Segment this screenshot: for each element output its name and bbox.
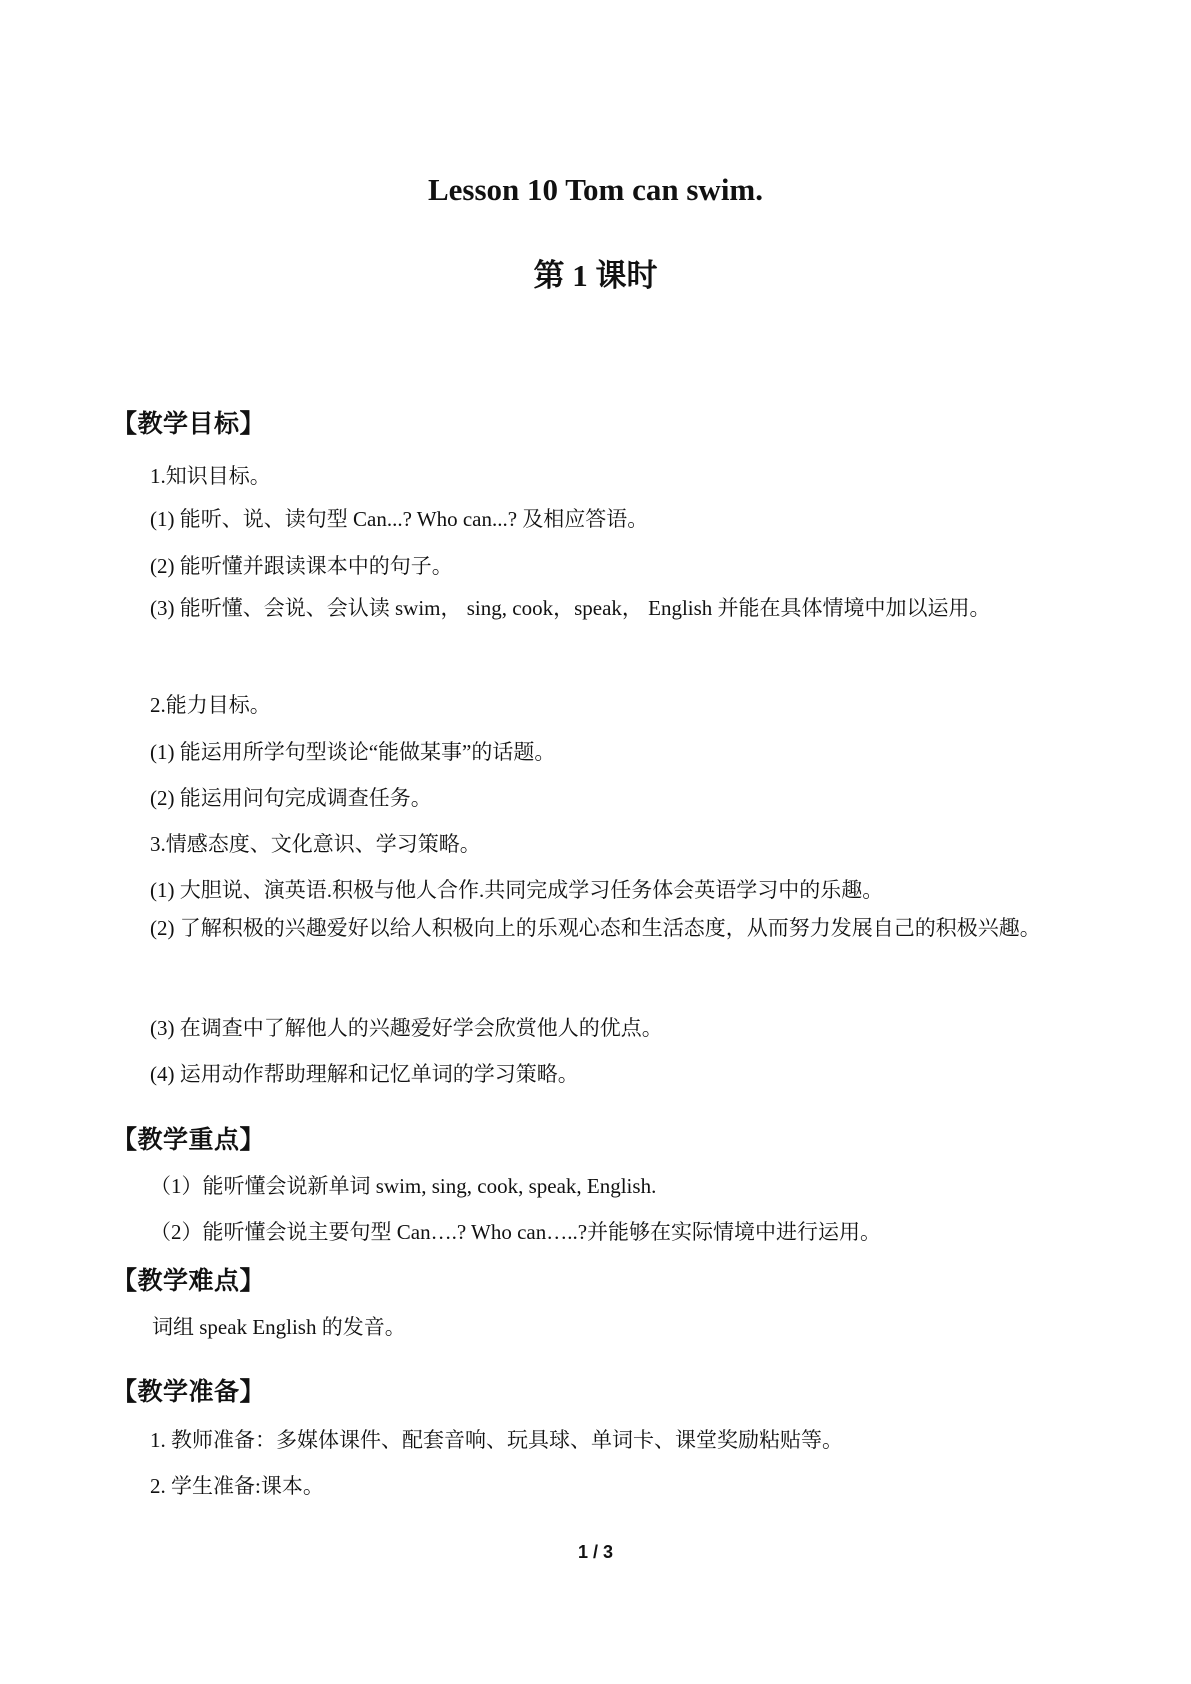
ability-heading: 2.能力目标。 — [150, 693, 271, 717]
knowledge-item-1: (1) 能听、说、读句型 Can...? Who can...? 及相应答语。 — [150, 507, 649, 531]
emotion-item-3: (3) 在调查中了解他人的兴趣爱好学会欣赏他人的优点。 — [150, 1016, 663, 1040]
lesson-title: Lesson 10 Tom can swim. — [427, 172, 764, 207]
section-heading-objectives: 【教学目标】 — [112, 409, 266, 438]
knowledge-item-3: (3) 能听懂、会说、会认读 swim， sing, cook，speak， English 并能在具体情境中加以运用。 — [150, 596, 991, 620]
knowledge-heading: 1.知识目标。 — [150, 464, 271, 488]
emotion-item-1: (1) 大胆说、演英语.积极与他人合作.共同完成学习任务体会英语学习中的乐趣。 — [150, 878, 884, 902]
section-heading-preparation: 【教学准备】 — [112, 1377, 266, 1406]
lesson-subtitle: 第 1 课时 — [533, 258, 658, 293]
preparation-item-1: 1. 教师准备：多媒体课件、配套音响、玩具球、单词卡、课堂奖励粘贴等。 — [150, 1428, 843, 1452]
key-point-item-1: （1）能听懂会说新单词 swim, sing, cook, speak, English. — [150, 1174, 657, 1198]
page-number: 1 / 3 — [577, 1542, 614, 1562]
ability-item-2: (2) 能运用问句完成调查任务。 — [150, 786, 432, 810]
knowledge-item-2: (2) 能听懂并跟读课本中的句子。 — [150, 554, 453, 578]
emotion-item-2: (2) 了解积极的兴趣爱好以给人积极向上的乐观心态和生活态度，从而努力发展自己的积极兴趣。 — [150, 916, 1041, 940]
ability-item-1: (1) 能运用所学句型谈论“能做某事”的话题。 — [150, 740, 556, 764]
key-point-item-2: （2）能听懂会说主要句型 Can….? Who can…..?并能够在实际情境中进行运用。 — [150, 1220, 882, 1244]
emotion-item-4: (4) 运用动作帮助理解和记忆单词的学习策略。 — [150, 1062, 579, 1086]
section-heading-key-points: 【教学重点】 — [112, 1125, 266, 1154]
section-heading-difficulties: 【教学难点】 — [112, 1266, 266, 1295]
preparation-item-2: 2. 学生准备:课本。 — [150, 1474, 324, 1498]
emotion-heading: 3.情感态度、文化意识、学习策略。 — [150, 832, 481, 856]
difficulty-item-1: 词组 speak English 的发音。 — [152, 1315, 406, 1339]
